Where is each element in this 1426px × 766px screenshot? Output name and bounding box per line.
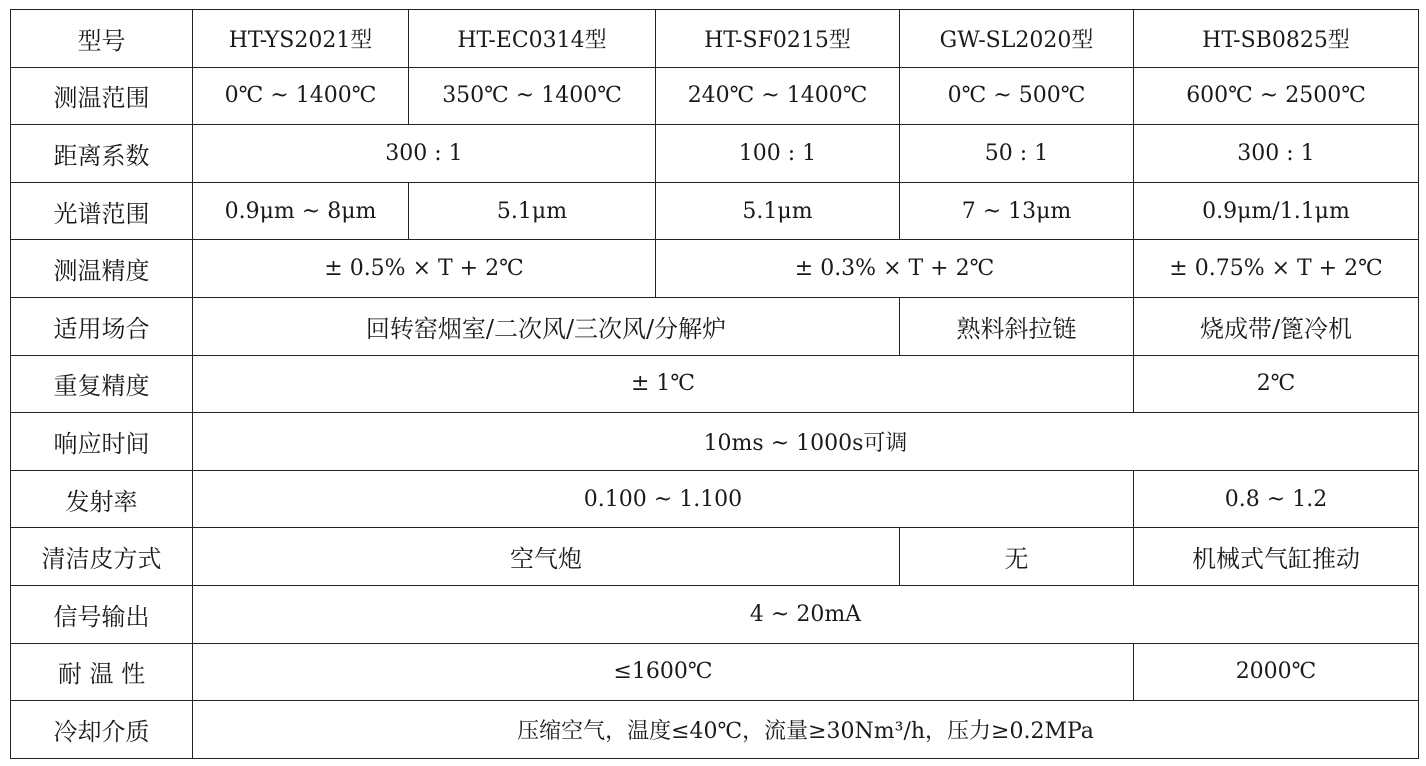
value-cell: 0.9μm ~ 8μm: [193, 182, 409, 240]
value-cell: 5.1μm: [656, 182, 900, 240]
value-cell: 350℃ ~ 1400℃: [409, 67, 656, 125]
row-label: 耐 温 性: [11, 643, 193, 701]
value-cell: ± 0.3% × T + 2℃: [656, 240, 1134, 298]
value-cell: 0.100 ~ 1.100: [193, 470, 1134, 528]
value-cell: 7 ~ 13μm: [900, 182, 1134, 240]
value-cell: ≤1600℃: [193, 643, 1134, 701]
value-cell: 0.9μm/1.1μm: [1134, 182, 1419, 240]
table-row-heat: [11, 643, 1419, 701]
table-row-repeat: [11, 355, 1419, 413]
value-cell: 机械式气缸推动: [1134, 528, 1419, 586]
table-row-model: [11, 10, 1419, 68]
row-label: 测温精度: [11, 240, 193, 298]
value-cell: 无: [900, 528, 1134, 586]
value-cell: 300 : 1: [1134, 125, 1419, 183]
table-row-emissivity: [11, 470, 1419, 528]
model-cell: HT-SF0215型: [656, 10, 900, 68]
table-row-range: [11, 67, 1419, 125]
value-cell: 240℃ ~ 1400℃: [656, 67, 900, 125]
value-cell: 0℃ ~ 1400℃: [193, 67, 409, 125]
value-cell: ± 0.5% × T + 2℃: [193, 240, 656, 298]
value-cell: 2000℃: [1134, 643, 1419, 701]
table-row-cleaning: [11, 528, 1419, 586]
spec-table: [10, 9, 1419, 759]
value-cell: ± 0.75% × T + 2℃: [1134, 240, 1419, 298]
value-cell: 烧成带/篦冷机: [1134, 297, 1419, 355]
value-cell: 压缩空气，温度≤40℃，流量≥30Nm³/h，压力≥0.2MPa: [193, 701, 1419, 759]
value-cell: 2℃: [1134, 355, 1419, 413]
value-cell: 5.1μm: [409, 182, 656, 240]
table-row-cooling: [11, 701, 1419, 759]
model-cell: HT-SB0825型: [1134, 10, 1419, 68]
value-cell: 4 ~ 20mA: [193, 585, 1419, 643]
table-row-accuracy: [11, 240, 1419, 298]
value-cell: ± 1℃: [193, 355, 1134, 413]
row-label: 测温范围: [11, 67, 193, 125]
table-row-signal: [11, 585, 1419, 643]
value-cell: 600℃ ~ 2500℃: [1134, 67, 1419, 125]
value-cell: 100 : 1: [656, 125, 900, 183]
row-label: 清洁皮方式: [11, 528, 193, 586]
table-row-spectrum: [11, 182, 1419, 240]
row-label: 光谱范围: [11, 182, 193, 240]
table-row-application: [11, 297, 1419, 355]
value-cell: 空气炮: [193, 528, 900, 586]
row-label: 型号: [11, 10, 193, 68]
row-label: 适用场合: [11, 297, 193, 355]
value-cell: 熟料斜拉链: [900, 297, 1134, 355]
value-cell: 10ms ~ 1000s可调: [193, 413, 1419, 471]
model-cell: GW-SL2020型: [900, 10, 1134, 68]
model-cell: HT-YS2021型: [193, 10, 409, 68]
row-label: 发射率: [11, 470, 193, 528]
table-row-response: [11, 413, 1419, 471]
value-cell: 回转窑烟室/二次风/三次风/分解炉: [193, 297, 900, 355]
value-cell: 0.8 ~ 1.2: [1134, 470, 1419, 528]
row-label: 冷却介质: [11, 701, 193, 759]
model-cell: HT-EC0314型: [409, 10, 656, 68]
row-label: 重复精度: [11, 355, 193, 413]
row-label: 距离系数: [11, 125, 193, 183]
row-label: 信号输出: [11, 585, 193, 643]
table-row-distance: [11, 125, 1419, 183]
value-cell: 300 : 1: [193, 125, 656, 183]
value-cell: 0℃ ~ 500℃: [900, 67, 1134, 125]
value-cell: 50 : 1: [900, 125, 1134, 183]
row-label: 响应时间: [11, 413, 193, 471]
